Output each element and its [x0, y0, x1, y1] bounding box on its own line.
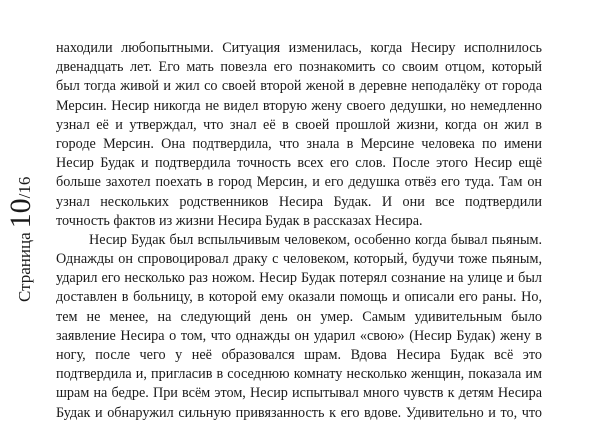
body-text — [56, 39, 542, 423]
text-line: шрам на бедре. При всём этом, Несир испытывал много чувств к детям Несира — [56, 385, 542, 402]
text-line: больше захотел поехать в город Мерсин, и его дедушка отвёз его туда. Там он — [56, 174, 542, 191]
text-line: доставлен в больницу, в которой ему оказали помощь и описали его раны. Но, — [56, 289, 542, 306]
text-line: находили любопытными. Ситуация изменилась, когда Несиру исполнилось — [56, 40, 542, 56]
page-number-total: 16 — [15, 176, 34, 194]
text-line: ударил его несколько раз ножом. Несир Будак потерял сознание на улице и был — [56, 270, 542, 287]
page-number-label: Страница — [15, 232, 34, 302]
text-line: Несир Будак был вспыльчивым человеком, особенно когда бывал пьяным. — [89, 231, 542, 248]
text-line: Мерсин. Несир никогда не видел вторую жену своего дедушки, но немедленно — [56, 97, 542, 114]
text-line: узнал нескольких родственников Несира Будак. И они все подтвердили — [56, 193, 542, 210]
text-line: двенадцать лет. Его мать повезла его познакомить со своим отцом, который — [56, 59, 542, 76]
text-line: тем не менее, на следующий день он умер. Самым удивительным было — [56, 308, 542, 325]
text-line: был тогда живой и жил со своей второй женой в деревне неподалёку от города — [56, 78, 542, 95]
text-line: Несир Будак и подтвердила точность всех его слов. После этого Несир ещё — [56, 155, 542, 172]
page-number-current: 10 — [4, 198, 37, 229]
text-line: узнал её и утверждал, что знал её в своей прошлой жизни, когда он жил в — [56, 116, 542, 133]
text-line: подтвердила и, пригласив в соседнюю комнату несколько женщин, показала им — [56, 366, 542, 383]
text-line: Однажды он спровоцировал драку с человеком, который, будучи тоже пьяным, — [56, 251, 542, 268]
text-line: Будак и обнаружил сильную привязанность к его вдове. Удивительно и то, что — [56, 404, 542, 421]
text-line: заявление Несира о том, что однажды он ударил «свою» (Несир Будак) жену в — [56, 327, 542, 344]
page-number-separator: / — [15, 193, 34, 199]
page-number — [6, 162, 40, 302]
paragraph-2 — [56, 231, 542, 423]
text-line: ногу, после чего у неё образовался шрам. Вдова Несира Будак всё это — [56, 347, 542, 363]
paragraph-1 — [56, 39, 542, 231]
text-line: точность фактов из жизни Несира Будак в рассказах Несира. — [56, 212, 423, 229]
text-line: городе Мерсин. Она подтвердила, что знала в Мерсине человека по имени — [56, 135, 542, 152]
